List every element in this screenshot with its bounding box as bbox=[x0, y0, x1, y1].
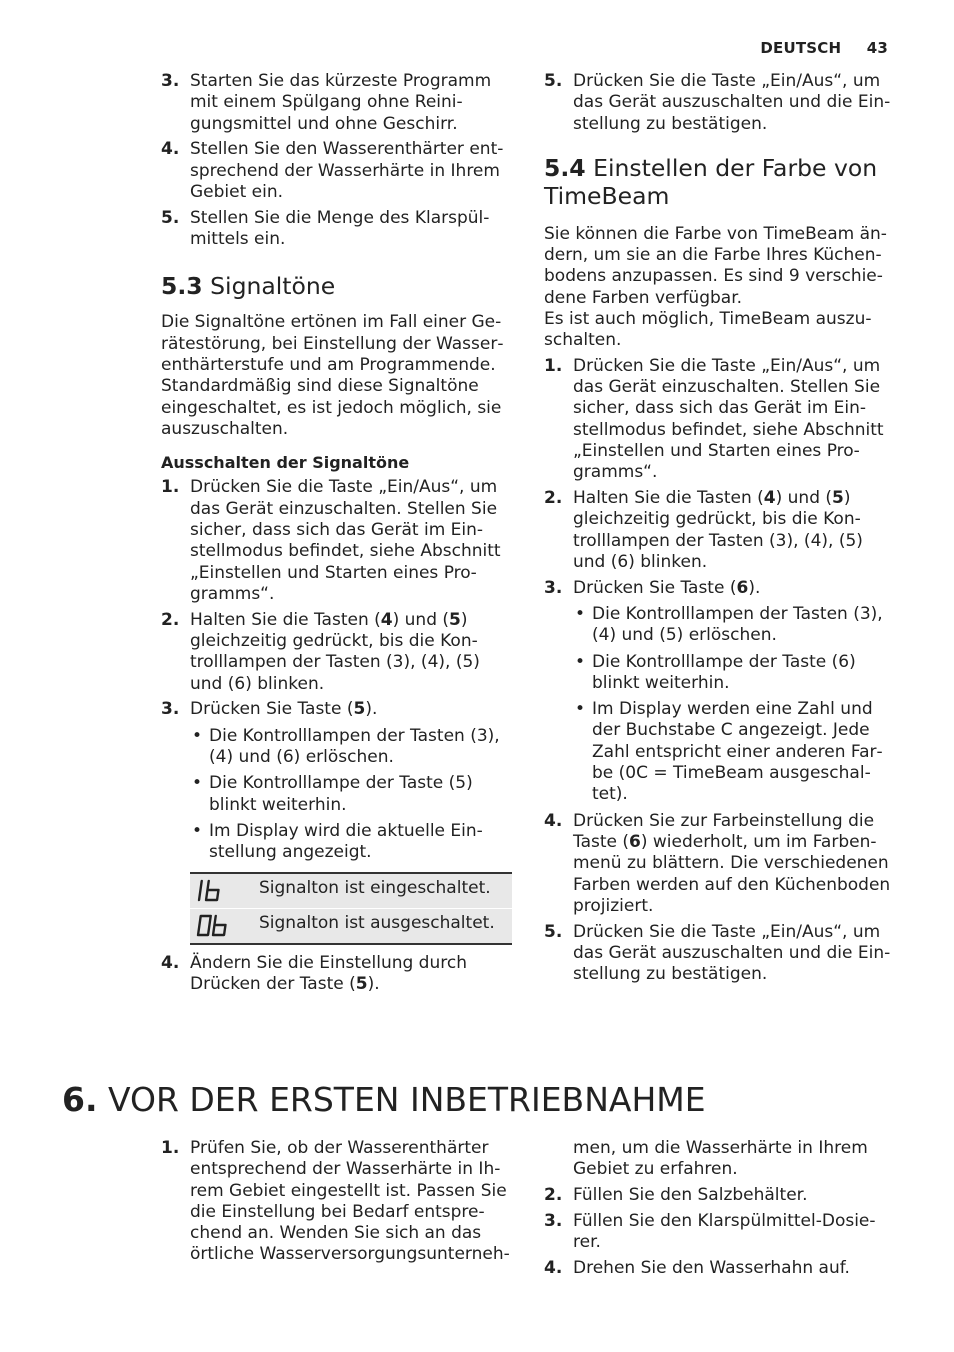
step-text: Drücken Sie die Taste „Ein/Aus“, um das Gerät einzuschalten. Stellen Sie sicher, dass sich das Gerät im Einstellmodus befindet, siehe Abschnitt „Einstellen und Starten eines Programms“. bbox=[573, 355, 884, 483]
section-number: 5.4 bbox=[544, 153, 586, 182]
step-number: 2. bbox=[544, 487, 563, 508]
signal-steps-list bbox=[161, 477, 513, 863]
header-language: DEUTSCH bbox=[760, 39, 842, 57]
list-item bbox=[161, 71, 513, 135]
step-text: Halten Sie die Tasten (4) und (5) gleichzeitig gedrückt, bis die Kontrolllampen der Tasten (3), (4), (5) und (6) blinken. bbox=[190, 609, 480, 694]
key-number: 6 bbox=[736, 577, 749, 598]
step-text: Halten Sie die Tasten (4) und (5) gleichzeitig gedrückt, bis die Kontrolllampen der Tasten (3), (4), (5) und (6) blinken. bbox=[573, 487, 863, 572]
step-continuation: men, um die Wasserhärte in Ihrem Gebiet zu erfahren. bbox=[573, 1138, 868, 1180]
chapter6-steps-right bbox=[544, 1185, 896, 1279]
section-title: Signaltöne bbox=[210, 272, 336, 301]
list-item bbox=[161, 477, 513, 605]
bullet-list bbox=[190, 726, 513, 864]
bullet-item: • Die Kontrolllampen der Tasten (3), (4) und (6) erlöschen. bbox=[190, 726, 513, 769]
key-number: 5 bbox=[832, 487, 844, 508]
chapter6-left-column bbox=[161, 1138, 513, 1270]
list-item bbox=[161, 953, 513, 996]
step-number: 3. bbox=[161, 71, 180, 91]
bullet-item: • Die Kontrolllampe der Taste (6) blinkt weiterhin. bbox=[573, 652, 896, 695]
key-number: 5 bbox=[353, 699, 366, 720]
bullet-list bbox=[573, 604, 896, 806]
step-text: Ändern Sie die Einstellung durch Drücken der Taste (5). bbox=[190, 952, 467, 994]
table-row bbox=[190, 874, 512, 908]
list-item bbox=[544, 356, 896, 484]
list-item bbox=[544, 1258, 896, 1279]
left-column bbox=[161, 71, 513, 1000]
list-item bbox=[544, 1211, 896, 1254]
table-row bbox=[190, 908, 512, 943]
step-text: Starten Sie das kürzeste Programm mit einem Spülgang ohne Reinigungsmittel und ohne Geschirr. bbox=[190, 71, 492, 134]
list-item bbox=[544, 811, 896, 917]
step-number: 4. bbox=[544, 810, 563, 831]
section-heading-signaltoene bbox=[161, 272, 513, 300]
list-item bbox=[161, 1138, 513, 1266]
chapter-heading bbox=[62, 1078, 706, 1122]
list-item bbox=[161, 699, 513, 863]
step-text: Stellen Sie die Menge des Klarspülmittels ein. bbox=[190, 207, 490, 250]
list-item bbox=[161, 610, 513, 695]
step-number: 1. bbox=[161, 1138, 180, 1158]
key-number: 4 bbox=[380, 609, 393, 630]
step-number: 5. bbox=[161, 207, 180, 228]
step-number: 5. bbox=[544, 921, 563, 942]
page-number: 43 bbox=[866, 39, 888, 57]
steps-list-continued-right bbox=[544, 71, 896, 135]
step-number: 5. bbox=[544, 71, 563, 91]
right-column bbox=[544, 71, 896, 990]
step-number: 4. bbox=[161, 139, 180, 160]
section-intro: Sie können die Farbe von TimeBeam ändern, um sie an die Farbe Ihres Küchenbodens anzupassen. Es sind 9 verschiedene Farben verfügbar. bbox=[544, 223, 887, 308]
step-number: 2. bbox=[161, 609, 180, 630]
step-text: Drücken Sie Taste (5). bbox=[190, 699, 378, 720]
step-number: 2. bbox=[544, 1185, 563, 1206]
list-item bbox=[161, 208, 513, 251]
section-number: 5.3 bbox=[161, 272, 203, 301]
step-text: Stellen Sie den Wasserenthärter entsprechend der Wasserhärte in Ihrem Gebiet ein. bbox=[190, 139, 504, 202]
step-number: 3. bbox=[544, 1210, 563, 1231]
step-text: Füllen Sie den Salzbehälter. bbox=[573, 1185, 808, 1206]
list-item bbox=[544, 71, 896, 135]
list-item bbox=[544, 578, 896, 806]
key-number: 4 bbox=[763, 487, 776, 508]
chapter6-right-column bbox=[544, 1138, 896, 1284]
step-text: Drücken Sie die Taste „Ein/Aus“, um das Gerät einzuschalten. Stellen Sie sicher, dass sich das Gerät im Einstellmodus befindet, siehe Abschnitt „Einstellen und Starten eines Programms“. bbox=[190, 477, 501, 604]
display-0b-icon bbox=[190, 913, 259, 938]
chapter-number: 6. bbox=[62, 1080, 98, 1119]
table-cell-text: Signalton ist eingeschaltet. bbox=[259, 877, 491, 898]
steps-list-continued bbox=[161, 71, 513, 250]
timebeam-steps-list bbox=[544, 356, 896, 986]
bullet-item: • Die Kontrolllampe der Taste (5) blinkt weiterhin. bbox=[190, 773, 513, 816]
chapter6-steps-left bbox=[161, 1138, 513, 1266]
step-number: 4. bbox=[544, 1257, 563, 1278]
section-intro-2: Es ist auch möglich, TimeBeam auszuschalten. bbox=[544, 309, 872, 351]
signal-steps-list-end bbox=[161, 953, 513, 996]
step-text: Drehen Sie den Wasserhahn auf. bbox=[573, 1257, 850, 1278]
step-text: Füllen Sie den Klarspülmittel-Dosierer. bbox=[573, 1210, 876, 1253]
section-heading-timebeam bbox=[544, 154, 896, 210]
step-number: 3. bbox=[161, 699, 180, 720]
bullet-item: • Im Display werden eine Zahl und der Buchstabe C angezeigt. Jede Zahl entspricht einer anderen Farbe (0C = TimeBeam ausgeschaltet). bbox=[573, 699, 896, 805]
key-number: 6 bbox=[629, 831, 641, 852]
table-cell-text: Signalton ist ausgeschaltet. bbox=[259, 912, 495, 933]
step-text: Prüfen Sie, ob der Wasserenthärter entsprechend der Wasserhärte in Ihrem Gebiet eingestellt ist. Passen Sie die Einstellung bei Bedarf entsprechend an. Wenden Sie sich an das örtliche Wasserversorgungsunterneh- bbox=[190, 1138, 510, 1265]
list-item bbox=[161, 139, 513, 203]
step-text: Drücken Sie die Taste „Ein/Aus“, um das Gerät auszuschalten und die Einstellung zu bestätigen. bbox=[573, 71, 891, 134]
step-text: Drücken Sie zur Farbeinstellung die Taste (6) wiederholt, um im Farbenmenü zu blättern. Die verschiedenen Farben werden auf den Küchenboden projiziert. bbox=[573, 810, 891, 916]
step-text: Drücken Sie Taste (6). bbox=[573, 577, 761, 598]
bullet-item: • Im Display wird die aktuelle Einstellung angezeigt. bbox=[190, 821, 513, 864]
chapter-title: VOR DER ERSTEN INBETRIEBNAHME bbox=[108, 1080, 706, 1119]
list-item bbox=[544, 1185, 896, 1206]
display-1b-icon bbox=[190, 878, 259, 903]
key-number: 5 bbox=[449, 609, 461, 630]
bullet-item: • Die Kontrolllampen der Tasten (3), (4) und (5) erlöschen. bbox=[573, 604, 896, 647]
section-intro: Die Signaltöne ertönen im Fall einer Gerätestörung, bei Einstellung der Wasserenthärterstufe und am Programmende. Standardmäßig sind diese Signaltöne eingeschaltet, es ist jedoch möglich, sie auszuschalten. bbox=[161, 312, 504, 439]
page-header bbox=[760, 38, 888, 59]
key-number: 5 bbox=[355, 973, 368, 994]
list-item bbox=[544, 488, 896, 573]
step-number: 1. bbox=[544, 355, 563, 376]
step-number: 4. bbox=[161, 952, 180, 973]
step-text: Drücken Sie die Taste „Ein/Aus“, um das Gerät auszuschalten und die Einstellung zu bestätigen. bbox=[573, 921, 891, 985]
signal-settings-table bbox=[190, 872, 512, 945]
section-title: Einstellen der Farbe von TimeBeam bbox=[544, 153, 878, 210]
subheading: Ausschalten der Signaltöne bbox=[161, 453, 410, 473]
step-number: 3. bbox=[544, 577, 563, 598]
list-item bbox=[544, 922, 896, 986]
step-number: 1. bbox=[161, 477, 180, 498]
